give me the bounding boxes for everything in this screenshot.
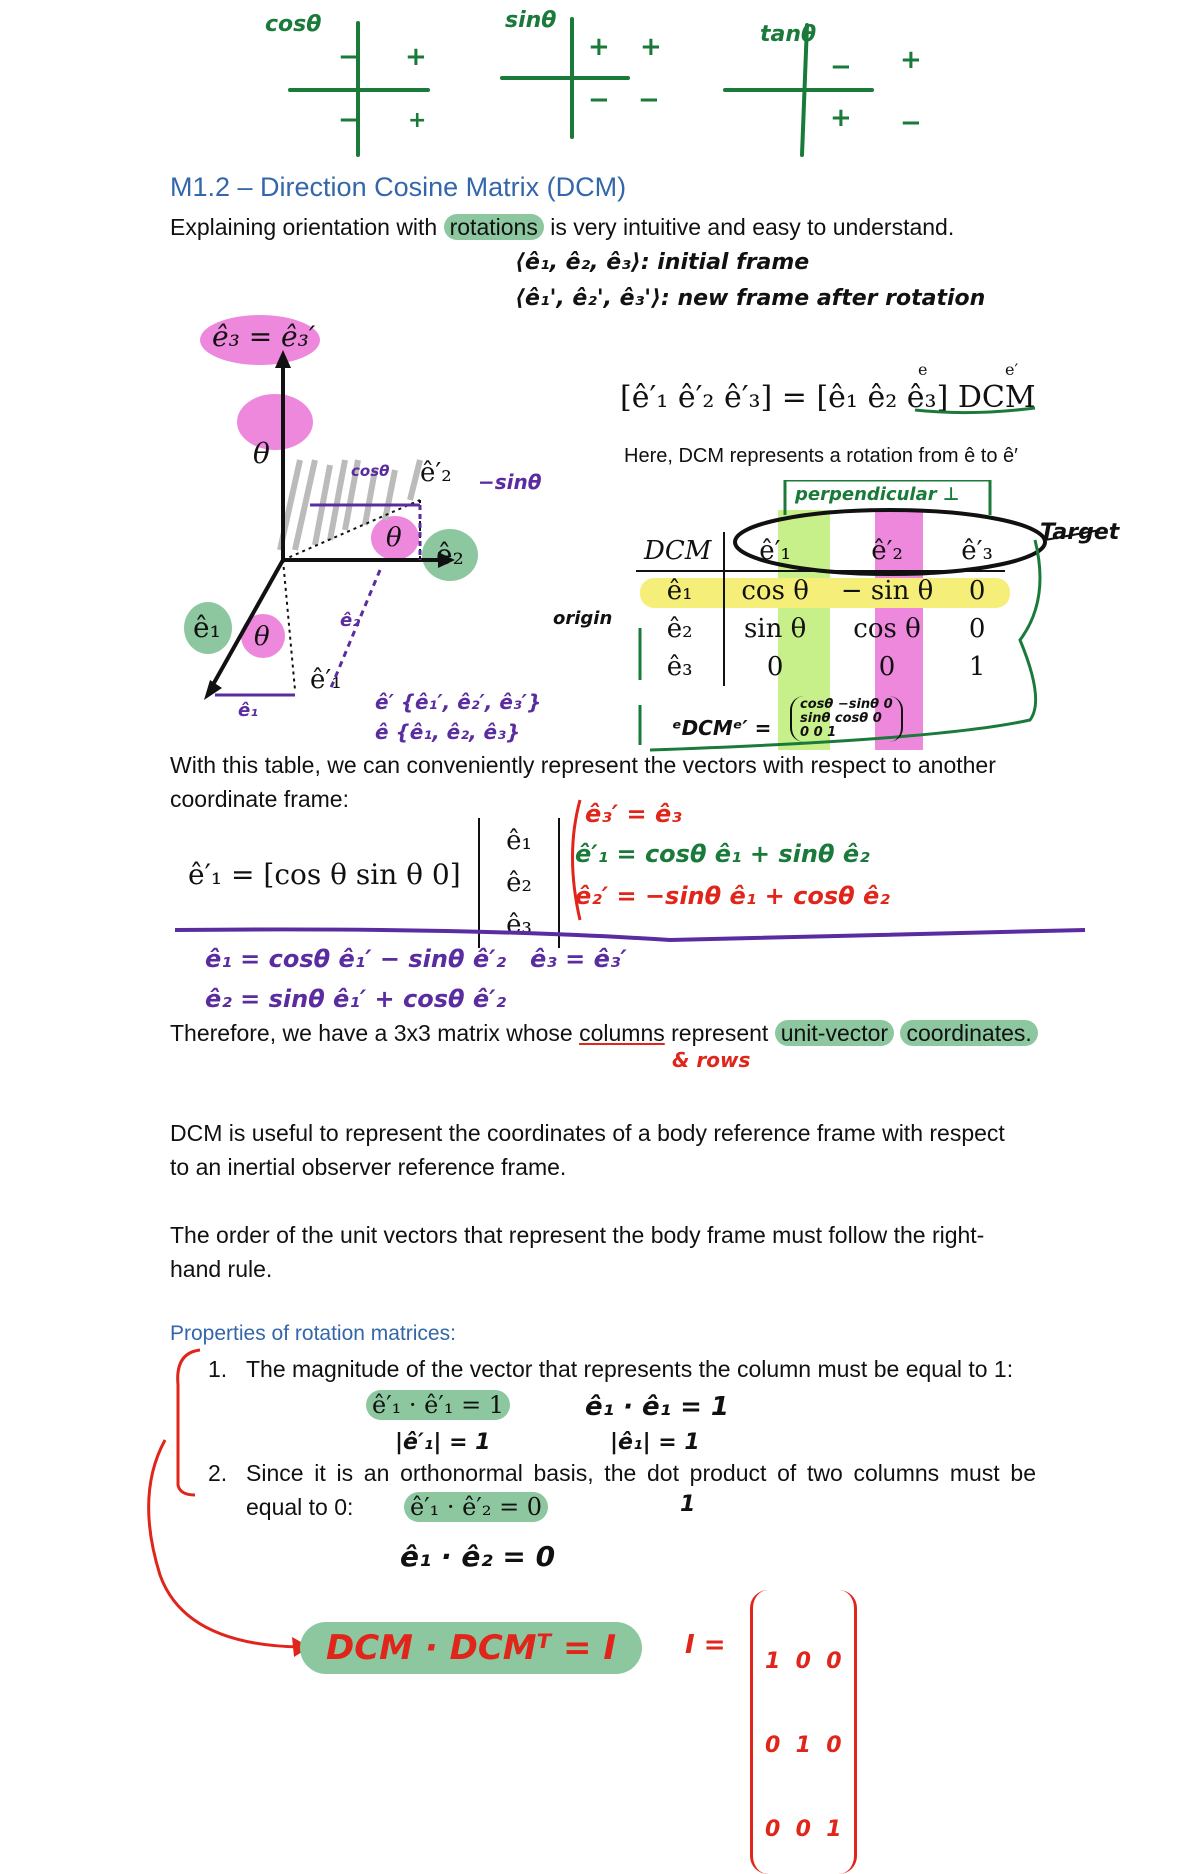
- dcm-equation: [ê′₁ ê′₂ ê′₃] = [ê₁ ê₂ ê₃] DCM: [620, 380, 1036, 415]
- therefore-paragraph: [170, 1016, 1040, 1050]
- dcm-cell-1-2: − sin θ: [840, 576, 934, 606]
- cos-q1-sign: +: [405, 42, 427, 72]
- dcm-row-header-3: ê₃: [636, 648, 724, 686]
- rotation-diagram: [180, 310, 580, 730]
- dcm-handwritten-label: ᵉDCMᵉ′ =: [672, 716, 772, 740]
- dcm-cell-2-3: 0: [968, 614, 986, 644]
- dcm-col-header-3: ê′₃: [949, 532, 1005, 571]
- property-2-number: 2.: [208, 1460, 228, 1486]
- dcm-row-header-2: ê₂: [636, 610, 724, 648]
- dcm-usefulness-paragraph: DCM is useful to represent the coordinates of a body reference frame with respect to an inertial observer reference frame.: [170, 1120, 1005, 1180]
- e2-label: ê₂: [436, 538, 464, 571]
- theta-top-highlight: [237, 394, 313, 450]
- dcm-table-corner: DCM: [636, 532, 724, 571]
- therefore-text-1: Therefore, we have a 3x3 matrix whose: [170, 1020, 573, 1046]
- theta-top-label: θ: [253, 437, 270, 470]
- property-1-number: 1.: [208, 1356, 228, 1382]
- purple-note-line-2: ê₂ = sinθ ê₁′ + cosθ ê′₂: [205, 985, 506, 1013]
- red-note-line-3: ê₂′ = −sinθ ê₁ + cosθ ê₂: [575, 882, 890, 910]
- tan-q2-sign: −: [830, 52, 852, 82]
- dcm-table: [636, 532, 1005, 686]
- theta-bottom-label: θ: [254, 622, 270, 652]
- e1-label: ê₁: [193, 611, 221, 644]
- dcm-sup-eprime: e′: [1005, 360, 1019, 379]
- prime-set-note: ê′ {ê₁′, ê₂′, ê₃′}: [375, 690, 542, 714]
- theta-mid-label: θ: [386, 523, 402, 553]
- e3-equals-label: ê₃ = ê₃′: [212, 320, 316, 353]
- intro-text-2: is very intuitive and easy to understand.: [550, 214, 955, 240]
- dcm-matrix-row-1: cosθ −sinθ 0: [800, 697, 893, 712]
- dcm-row-1: [636, 571, 1005, 610]
- e2-note: ê₂: [340, 610, 361, 631]
- dcm-row-header-1: ê₁: [636, 571, 724, 610]
- sin-q3-sign: −: [588, 85, 610, 115]
- dcm-underline: [910, 400, 1040, 420]
- property-1-note-b: |ê′₁| = 1: [395, 1430, 491, 1455]
- property-2-equation: ê′₁ · ê′₂ = 0: [404, 1492, 548, 1522]
- dcm-orthogonality-result: DCM · DCMᵀ = I: [300, 1622, 642, 1674]
- identity-row-1: 1 0 0: [765, 1649, 842, 1674]
- dcm-row-3: [636, 648, 1005, 686]
- origin-note: origin: [553, 608, 613, 629]
- cos-chart-label: cosθ: [265, 12, 322, 37]
- sin-q4-sign: −: [638, 85, 660, 115]
- rows-note: & rows: [672, 1048, 751, 1072]
- tan-q1-sign: +: [900, 45, 922, 75]
- dcm-matrix-row-3: 0 0 1: [800, 725, 837, 740]
- therefore-text-2: represent: [671, 1020, 769, 1046]
- dcm-cell-1-3: 0: [968, 576, 986, 606]
- intro-text-1: Explaining orientation with: [170, 214, 438, 240]
- identity-label: I =: [685, 1630, 726, 1660]
- coordinates-highlight: coordinates.: [900, 1020, 1037, 1046]
- cos-q3-sign: −: [338, 105, 360, 135]
- dcm-caption: Here, DCM represents a rotation from ê to ê′: [624, 445, 1018, 467]
- e1-prime-equation: ê′₁ = [cos θ sin θ 0]: [188, 858, 461, 891]
- property-2-mark: 1: [680, 1492, 696, 1517]
- dcm-col-header-2: ê′₂: [825, 532, 949, 571]
- sin-q1-sign: +: [640, 32, 662, 62]
- dcm-col-header-1: ê′₁: [724, 532, 824, 571]
- cos-q4-sign: +: [408, 108, 427, 133]
- unit-vector-highlight: unit-vector: [775, 1020, 894, 1046]
- red-note-line-2: ê′₁ = cosθ ê₁ + sinθ ê₂: [575, 840, 870, 868]
- property-1-note-a: ê₁ · ê₁ = 1: [585, 1392, 730, 1422]
- dcm-matrix-row-2: sinθ cosθ 0: [800, 711, 882, 726]
- purple-note-line-1: ê₁ = cosθ ê₁′ − sinθ ê′₂: [205, 945, 506, 973]
- e1-prime-label: ê′₁: [310, 665, 342, 695]
- dcm-sup-e: e: [918, 360, 928, 379]
- identity-row-2: 0 1 0: [765, 1733, 842, 1758]
- base-set-note: ê {ê₁, ê₂, ê₃}: [375, 720, 521, 744]
- property-2-note: ê₁ · ê₂ = 0: [400, 1540, 556, 1573]
- right-hand-rule-paragraph: The order of the unit vectors that represent the body frame must follow the right-hand rule.: [170, 1222, 985, 1282]
- intro-paragraph: [170, 210, 1030, 244]
- identity-matrix: [750, 1590, 857, 1874]
- perpendicular-note: perpendicular ⊥: [795, 484, 960, 505]
- property-1-text: The magnitude of the vector that represents the column must be equal to 1:: [246, 1356, 1014, 1382]
- table-paragraph: With this table, we can conveniently represent the vectors with respect to another coordinate frame:: [170, 752, 996, 812]
- sign-chart-lines: [240, 5, 1000, 165]
- dcm-cell-1-1: cos θ: [741, 576, 809, 606]
- basis-vector-e2: ê₂: [506, 868, 532, 898]
- page-title: M1.2 – Direction Cosine Matrix (DCM): [170, 172, 627, 202]
- cos-note: cosθ: [351, 462, 390, 480]
- properties-heading: Properties of rotation matrices:: [170, 1322, 456, 1345]
- dcm-row-2: [636, 610, 1005, 648]
- red-note-line-1: ê₃′ = ê₃: [585, 800, 682, 828]
- e1-note: ê₁: [238, 700, 259, 721]
- tan-q4-sign: −: [900, 108, 922, 138]
- dcm-cell-3-2: 0: [878, 652, 896, 682]
- minus-sin-note: −sinθ: [478, 470, 542, 494]
- sin-chart-label: sinθ: [505, 8, 557, 33]
- dcm-cell-3-1: 0: [766, 652, 784, 682]
- basis-vector-e1: ê₁: [506, 826, 532, 856]
- e2-prime-label: ê′₂: [420, 458, 452, 488]
- initial-frame-note: ⟨ê₁, ê₂, ê₃⟩: initial frame: [515, 250, 810, 275]
- cos-q2-sign: −: [338, 42, 360, 72]
- new-frame-note: ⟨ê₁', ê₂', ê₃'⟩: new frame after rotation: [515, 286, 986, 311]
- sin-q2-sign: +: [588, 32, 610, 62]
- purple-note-line-1b: ê₃ = ê₃′: [530, 945, 627, 973]
- rotations-highlight: rotations: [444, 214, 544, 240]
- dcm-handwritten-matrix: [790, 696, 903, 742]
- tan-q3-sign: +: [830, 103, 852, 133]
- property-1-equation: ê′₁ · ê′₁ = 1: [366, 1390, 510, 1420]
- target-note: Target: [1040, 520, 1120, 545]
- tan-chart-label: tanθ: [760, 22, 817, 47]
- property-1-note-c: |ê₁| = 1: [610, 1430, 700, 1455]
- property-2-text: Since it is an orthonormal basis, the dot product of two columns must be equal to 0:: [246, 1460, 1036, 1520]
- basis-vector-e3: ê₃: [506, 910, 532, 940]
- dcm-cell-2-2: cos θ: [853, 614, 921, 644]
- columns-word: columns: [579, 1020, 665, 1046]
- dcm-cell-3-3: 1: [968, 652, 986, 682]
- dcm-cell-2-1: sin θ: [743, 614, 807, 644]
- purple-separator: [170, 915, 1090, 945]
- identity-row-3: 0 0 1: [765, 1817, 842, 1842]
